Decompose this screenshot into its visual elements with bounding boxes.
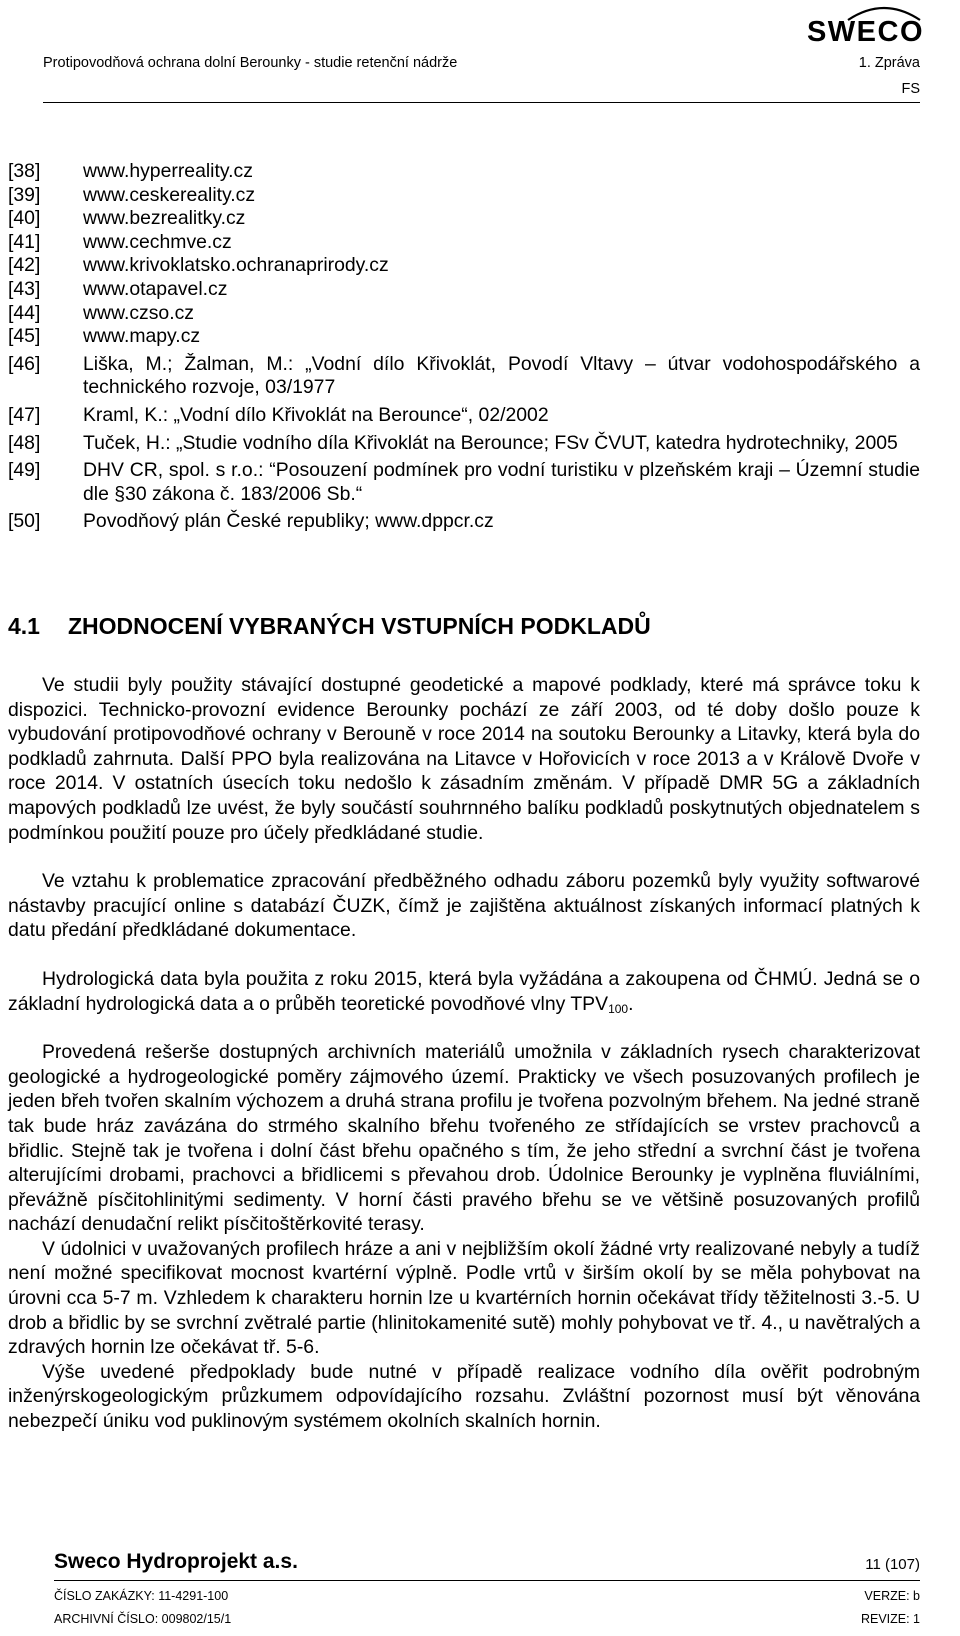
reference-text: www.czso.cz <box>83 301 194 324</box>
paragraph <box>8 967 920 1016</box>
document-part: 1. Zpráva <box>858 55 920 71</box>
reference-text: www.krivoklatsko.ochranaprirody.cz <box>83 254 389 277</box>
company-logo: SWECO <box>806 16 924 48</box>
document-title: Protipovodňová ochrana dolní Berounky - studie retenční nádrže <box>43 55 458 71</box>
reference-text: Liška, M.; Žalman, M.: „Vodní dílo Křivoklát, Povodí Vltavy – útvar vodohospodářského a technického rozvoje, 03/1977 <box>83 352 920 399</box>
reference-text: www.cechmve.cz <box>83 230 232 253</box>
reference-text: Kraml, K.: „Vodní dílo Křivoklát na Berounce“, 02/2002 <box>83 403 549 426</box>
paragraph-end: . <box>628 992 634 1015</box>
reference-item <box>8 353 920 400</box>
reference-number: [38] <box>8 160 41 182</box>
reference-item <box>8 510 920 534</box>
paragraph: Výše uvedené předpoklady bude nutné v případě realizace vodního díla ověřit podrobným inženýrskogeologickým průzkumem odpovídajícího rozsahu. Zvláštní pozornost musí být věnována nebezpečí úniku vod puklinovým systémem okolních skalních hornin. <box>8 1360 920 1433</box>
reference-item <box>8 432 920 456</box>
paragraph: Ve vztahu k problematice zpracování předběžného odhadu záboru pozemků byly využity softwarové nástavby pracující online s databází ČUZK, čímž je zajištěna aktuálnost získaných informací platných k datu předání předkládané dokumentace. <box>8 870 920 942</box>
version: VERZE: b <box>864 1589 920 1603</box>
section-title: ZHODNOCENÍ VYBRANÝCH VSTUPNÍCH PODKLADŮ <box>68 613 651 639</box>
paragraph-text: Hydrologická data byla použita z roku 2015, která byla vyžádána a zakoupena od ČHMÚ. Jedná se o základní hydrologická data a o průběh teoretické povodňové vlny TPV <box>8 967 920 1015</box>
footer-divider <box>54 1580 920 1581</box>
reference-item <box>8 278 920 302</box>
header-divider <box>43 102 920 103</box>
order-number: ČÍSLO ZAKÁZKY: 11-4291-100 <box>54 1589 229 1603</box>
paragraph: Provedená rešerše dostupných archivních materiálů umožnila v základních rysech charakterizovat geologické a hydrogeologické poměry zájmového území. Prakticky ve všech posuzovaných profilech je jeden břeh tvořen skalním výchozem a druhá strana profilu je tvořena pozvolným břehem. Na jedné straně tak bude hráz zavázána do strmého skalního břehu tvořeného ze střídajících se vrstev prachovců a břidlic. Stejně tak je tvořena i dolní část břehu opačného s tím, že jeho střední a svrchní část je tvořena alterujícími drobami, prachovci a břidlicemi s převahou drob. Údolnice Berounky je vyplněna fluviálními, převážně písčitohlinitými sedimenty. V horní části pravého břehu se ve většině posuzovaných profilů nachází denudační relikt písčitoštěrkovité terasy. <box>8 1041 920 1236</box>
paragraph: V údolnici v uvažovaných profilech hráze a ani v nejbližším okolí žádné vrty realizované nebyly a tudíž není možné specifikovat mocnost kvartérní výplně. Podle vrtů v širším okolí by se měla pohybovat na úrovni cca 5-7 m. Vzhledem k charakteru hornin lze u kvartérních hornin očekávat třídy těžitelnosti 3.-5. U drob a břidlic by se svrchní zvětralé partie (hlinitokamenité sutě) mohly pohybovat ve tř. 4., u navětralých a zdravých hornin lze očekávat tř. 5-6. <box>8 1237 920 1359</box>
reference-number: [49] <box>8 459 41 482</box>
reference-text: DHV CR, spol. s r.o.: “Posouzení podmínek pro vodní turistiku v plzeňském kraji – Územní studie dle §30 zákona č. 183/2006 Sb.“ <box>83 459 920 505</box>
revision: REVIZE: 1 <box>860 1612 920 1626</box>
page-number: 11 (107) <box>865 1556 920 1573</box>
reference-text: www.bezrealitky.cz <box>83 207 246 230</box>
reference-item <box>8 254 920 278</box>
reference-number: [45] <box>8 325 41 348</box>
footer-company: Sweco Hydroprojekt a.s. <box>54 1550 298 1573</box>
subscript: 100 <box>608 1001 629 1016</box>
reference-number: [50] <box>8 510 41 533</box>
reference-number: [40] <box>8 207 41 230</box>
reference-number: [43] <box>8 277 41 300</box>
reference-item <box>8 184 920 208</box>
section-body <box>8 673 920 1434</box>
reference-item <box>8 302 920 326</box>
reference-item <box>8 459 920 506</box>
reference-number: [46] <box>8 352 41 375</box>
reference-item <box>8 160 920 184</box>
reference-item <box>8 325 920 349</box>
paragraph: Ve studii byly použity stávající dostupné geodetické a mapové podklady, které má správce toku k dispozici. Technicko-provozní evidence Berounky pochází ze září 2003, od té doby došlo pouze k vybudování protipovodňové ochrany v Berouně v roce 2014 na soutoku Berounky a Litavky, která byla do podkladů zahrnuta. Další PPO byla realizována na Litavce v Hořovicích v roce 2013 a v Králově Dvoře v roce 2014. V ostatních úsecích toku nedošlo k zásadním změnám. V případě DMR 5G a základních mapových podkladů lze uvést, že byly součástí souhrnného balíku podkladů poskytnutých objednatelem s podmínkou použití pouze pro účely předkládané studie. <box>8 674 920 844</box>
reference-number: [41] <box>8 230 41 253</box>
reference-text: www.mapy.cz <box>83 325 201 348</box>
reference-item <box>8 231 920 255</box>
reference-text: www.ceskereality.cz <box>83 183 256 206</box>
reference-text: www.hyperreality.cz <box>83 160 253 182</box>
reference-number: [47] <box>8 403 41 426</box>
reference-number: [48] <box>8 431 41 454</box>
reference-text: www.otapavel.cz <box>83 277 228 300</box>
section-number: 4.1 <box>8 613 40 639</box>
reference-number: [39] <box>8 183 41 206</box>
reference-text: Povodňový plán České republiky; www.dppcr.cz <box>83 510 494 533</box>
section-code: FS <box>901 81 920 97</box>
section-heading <box>8 613 651 639</box>
reference-number: [42] <box>8 254 41 277</box>
reference-item <box>8 404 920 428</box>
reference-list <box>8 160 920 534</box>
reference-number: [44] <box>8 301 41 324</box>
archive-number: ARCHIVNÍ ČÍSLO: 009802/15/1 <box>54 1612 232 1626</box>
reference-item <box>8 207 920 231</box>
reference-text: Tuček, H.: „Studie vodního díla Křivoklát na Berounce; FSv ČVUT, katedra hydrotechniky, 2005 <box>83 431 898 454</box>
